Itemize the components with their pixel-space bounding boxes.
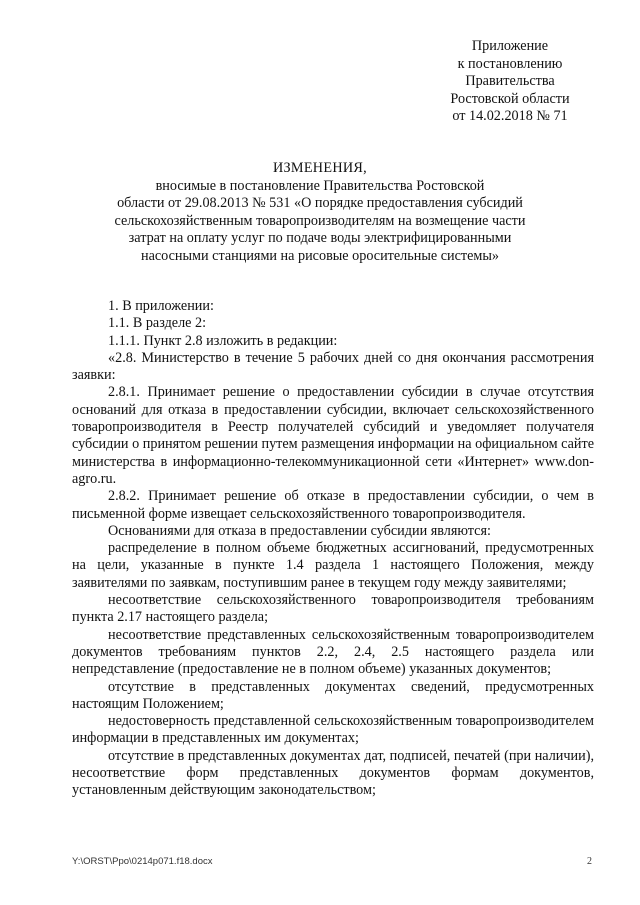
document-title [90,160,550,265]
appendix-line: Ростовской области [450,90,570,107]
page-number: 2 [587,856,592,867]
paragraph: отсутствие в представленных документах дат, подписей, печатей (при наличии), несоответствие форм представленных документов формам документов, установленным действующим законодательством; [72,747,594,799]
title-line: насосными станциями на рисовые оросительные системы» [141,247,499,264]
appendix-line: к постановлению [457,55,563,72]
footer-file-path: Y:\ORST\Ppo\0214p071.f18.docx [72,856,213,867]
paragraph: «2.8. Министерство в течение 5 рабочих дней со дня окончания рассмотрения заявки: [72,349,594,384]
paragraph: 1. В приложении: [108,298,214,314]
title-line: затрат на оплату услуг по подаче воды электрифицированными [128,230,512,246]
appendix-line: от 14.02.2018 № 71 [452,108,568,124]
title-heading: ИЗМЕНЕНИЯ, [272,160,368,176]
appendix-line: Приложение [471,38,549,54]
appendix-block [420,38,600,126]
document-body [72,298,594,800]
title-line: области от 29.08.2013 № 531 «О порядке предоставления субсидий [117,195,523,211]
paragraph: 2.8.2. Принимает решение об отказе в предоставлении субсидии, о чем в письменной форме извещает сельскохозяйственного товаропроизводителя. [72,488,594,522]
paragraph: недостоверность представленной сельскохозяйственным товаропроизводителем информации в представленных им документах; [72,713,594,747]
paragraph: 2.8.1. Принимает решение о предоставлении субсидии в случае отсутствия оснований для отказа в предоставлении субсидии, включает сельскохозяйственного товаропроизводителя в Реестр получателей субсидий и уведомляет получателя субсидии о принятом решении путем размещения информации на официальном сайте министерства в информационно-телекоммуникационной сети «Интернет» www.don-agro.ru. [72,384,594,487]
appendix-line: Правительства [465,73,555,89]
paragraph: отсутствие в представленных документах сведений, предусмотренных настоящим Положением; [72,678,594,712]
title-line: вносимые в постановление Правительства Ростовской [155,177,485,194]
paragraph: несоответствие представленных сельскохозяйственным товаропроизводителем документов требованиям пунктов 2.2, 2.4, 2.5 настоящего раздела или непредставление (предоставление не в полном объеме) указанных документов; [72,626,594,678]
title-line: сельскохозяйственным товаропроизводителям на возмещение части [114,212,526,229]
paragraph: Основаниями для отказа в предоставлении субсидии являются: [108,522,491,539]
paragraph: 1.1. В разделе 2: [108,315,207,332]
paragraph: распределение в полном объеме бюджетных ассигнований, предусмотренных на цели, указанные в пункте 1.4 раздела 1 настоящего Положения, между заявителями по заявкам, поступившим ранее в текущем году между заявителями; [72,540,594,591]
paragraph: 1.1.1. Пункт 2.8 изложить в редакции: [108,332,338,349]
paragraph: несоответствие сельскохозяйственного товаропроизводителя требованиям пункта 2.17 настоящего раздела; [72,592,594,626]
